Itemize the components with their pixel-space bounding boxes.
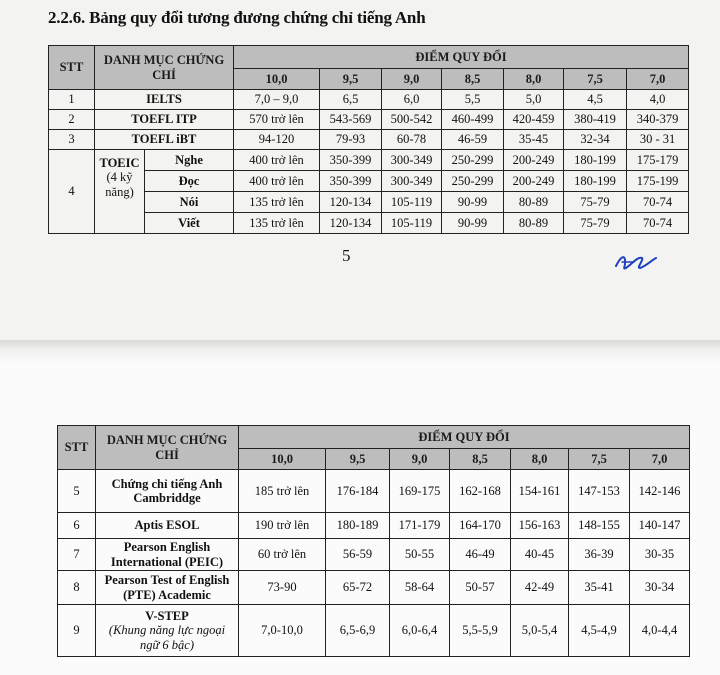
row-value: 154-161 [511, 470, 569, 513]
skill-name: Nghe [145, 150, 234, 171]
conversion-table-2 [57, 425, 690, 657]
row-stt: 4 [49, 150, 95, 234]
row-value: 147-153 [569, 470, 630, 513]
row-name-text: Chứng chỉ tiếng Anh Cambriddge [111, 476, 223, 505]
row-value: 105-119 [382, 192, 442, 213]
toeic-name: TOEIC [99, 156, 140, 170]
row-stt: 5 [58, 470, 96, 513]
row-value: 190 trở lên [239, 513, 326, 539]
row-value: 50-55 [390, 539, 450, 571]
row-name [96, 513, 239, 539]
score-header: 10,0 [239, 449, 326, 470]
row-value: 175-179 [627, 150, 689, 171]
row-value: 120-134 [320, 213, 382, 234]
row-value: 56-59 [326, 539, 390, 571]
row-value: 5,5-5,9 [450, 605, 511, 657]
row-value: 200-249 [504, 171, 564, 192]
table-row [49, 171, 689, 192]
row-stt: 1 [49, 90, 95, 110]
row-value: 420-459 [504, 110, 564, 130]
score-header: 7,5 [564, 69, 627, 90]
score-header: 9,0 [382, 69, 442, 90]
row-value: 162-168 [450, 470, 511, 513]
row-value: 120-134 [320, 192, 382, 213]
category-header: DANH MỤC CHỨNG CHỈ [95, 46, 234, 90]
row-value: 6,0 [382, 90, 442, 110]
row-value: 180-199 [564, 171, 627, 192]
row-name-text: Pearson English International (PEIC) [110, 540, 224, 569]
score-header: 8,0 [504, 69, 564, 90]
row-value: 176-184 [326, 470, 390, 513]
table-row [49, 110, 689, 130]
row-value: 400 trở lên [234, 171, 320, 192]
row-stt: 2 [49, 110, 95, 130]
row-value: 42-49 [511, 571, 569, 605]
row-name: TOEFL iBT [95, 130, 234, 150]
row-value: 46-59 [442, 130, 504, 150]
row-value: 180-199 [564, 150, 627, 171]
row-value: 65-72 [326, 571, 390, 605]
table-row [58, 470, 690, 513]
score-header: 7,0 [627, 69, 689, 90]
row-value: 340-379 [627, 110, 689, 130]
header-row [49, 46, 689, 69]
row-value: 300-349 [382, 171, 442, 192]
skill-name: Viết [145, 213, 234, 234]
row-stt: 3 [49, 130, 95, 150]
score-header: 7,5 [569, 449, 630, 470]
score-header: 8,0 [511, 449, 569, 470]
row-name-text: Pearson Test of English (PTE) Academic [104, 573, 230, 602]
score-header: 7,0 [630, 449, 690, 470]
row-value: 380-419 [564, 110, 627, 130]
row-value: 58-64 [390, 571, 450, 605]
conversion-table-1 [48, 45, 689, 234]
row-value: 250-299 [442, 150, 504, 171]
row-value: 30 - 31 [627, 130, 689, 150]
row-value: 4,5 [564, 90, 627, 110]
category-header: DANH MỤC CHỨNG CHỈ [96, 426, 239, 470]
header-row [58, 426, 690, 449]
score-header: 10,0 [234, 69, 320, 90]
score-header: 8,5 [450, 449, 511, 470]
row-value: 70-74 [627, 192, 689, 213]
row-name [95, 150, 145, 234]
row-value: 350-399 [320, 150, 382, 171]
row-value: 60-78 [382, 130, 442, 150]
row-value: 32-34 [564, 130, 627, 150]
row-name-text: Aptis ESOL [134, 518, 200, 533]
row-value: 140-147 [630, 513, 690, 539]
table-row [49, 90, 689, 110]
table-row [49, 130, 689, 150]
row-value: 5,0-5,4 [511, 605, 569, 657]
row-name [96, 539, 239, 571]
row-value: 75-79 [564, 192, 627, 213]
score-header: 9,5 [326, 449, 390, 470]
row-value: 350-399 [320, 171, 382, 192]
row-value: 60 trở lên [239, 539, 326, 571]
stt-header: STT [49, 46, 95, 90]
score-group-header: ĐIỂM QUY ĐỔI [234, 46, 689, 69]
row-value: 35-41 [569, 571, 630, 605]
row-name: TOEFL ITP [95, 110, 234, 130]
row-value: 4,0-4,4 [630, 605, 690, 657]
row-value: 6,0-6,4 [390, 605, 450, 657]
row-value: 175-199 [627, 171, 689, 192]
skill-name: Đọc [145, 171, 234, 192]
row-stt: 8 [58, 571, 96, 605]
row-value: 185 trở lên [239, 470, 326, 513]
row-value: 300-349 [382, 150, 442, 171]
table-row [58, 513, 690, 539]
signature-icon [612, 250, 658, 274]
row-value: 70-74 [627, 213, 689, 234]
row-value: 148-155 [569, 513, 630, 539]
row-value: 142-146 [630, 470, 690, 513]
row-value: 570 trở lên [234, 110, 320, 130]
table-row [58, 605, 690, 657]
row-value: 90-99 [442, 213, 504, 234]
row-value: 171-179 [390, 513, 450, 539]
row-value: 30-34 [630, 571, 690, 605]
row-value: 460-499 [442, 110, 504, 130]
row-value: 6,5-6,9 [326, 605, 390, 657]
score-header: 9,5 [320, 69, 382, 90]
score-header: 8,5 [442, 69, 504, 90]
toeic-sub: (4 kỹ năng) [105, 170, 134, 199]
row-value: 40-45 [511, 539, 569, 571]
row-name-sub: (Khung năng lực ngoại ngữ 6 bậc) [108, 623, 226, 652]
row-value: 135 trở lên [234, 213, 320, 234]
row-value: 164-170 [450, 513, 511, 539]
row-value: 135 trở lên [234, 192, 320, 213]
table-row [49, 213, 689, 234]
row-value: 80-89 [504, 192, 564, 213]
row-value: 250-299 [442, 171, 504, 192]
row-value: 156-163 [511, 513, 569, 539]
skill-name: Nói [145, 192, 234, 213]
row-value: 200-249 [504, 150, 564, 171]
table-row [58, 539, 690, 571]
row-value: 400 trở lên [234, 150, 320, 171]
row-value: 50-57 [450, 571, 511, 605]
score-group-header: ĐIỂM QUY ĐỔI [239, 426, 690, 449]
row-stt: 9 [58, 605, 96, 657]
row-value: 79-93 [320, 130, 382, 150]
row-value: 36-39 [569, 539, 630, 571]
table-row [49, 150, 689, 171]
row-value: 7,0 – 9,0 [234, 90, 320, 110]
row-value: 180-189 [326, 513, 390, 539]
row-value: 169-175 [390, 470, 450, 513]
row-value: 35-45 [504, 130, 564, 150]
row-value: 30-35 [630, 539, 690, 571]
row-value: 7,0-10,0 [239, 605, 326, 657]
row-value: 94-120 [234, 130, 320, 150]
page-number: 5 [342, 246, 351, 265]
row-stt: 6 [58, 513, 96, 539]
row-value: 105-119 [382, 213, 442, 234]
row-name [96, 571, 239, 605]
row-name: IELTS [95, 90, 234, 110]
row-name [96, 605, 239, 657]
row-value: 73-90 [239, 571, 326, 605]
section-heading: 2.2.6. Bảng quy đổi tương đương chứng chỉ tiếng Anh [48, 8, 426, 27]
row-value: 46-49 [450, 539, 511, 571]
page-gap [0, 340, 720, 362]
row-value: 6,5 [320, 90, 382, 110]
row-value: 4,5-4,9 [569, 605, 630, 657]
table-row [58, 571, 690, 605]
row-value: 90-99 [442, 192, 504, 213]
row-value: 500-542 [382, 110, 442, 130]
row-value: 543-569 [320, 110, 382, 130]
row-name [96, 470, 239, 513]
row-name-text: V-STEP [145, 608, 189, 623]
row-value: 5,0 [504, 90, 564, 110]
row-value: 80-89 [504, 213, 564, 234]
stt-header: STT [58, 426, 96, 470]
row-value: 75-79 [564, 213, 627, 234]
row-value: 4,0 [627, 90, 689, 110]
row-stt: 7 [58, 539, 96, 571]
table-row [49, 192, 689, 213]
row-value: 5,5 [442, 90, 504, 110]
score-header: 9,0 [390, 449, 450, 470]
